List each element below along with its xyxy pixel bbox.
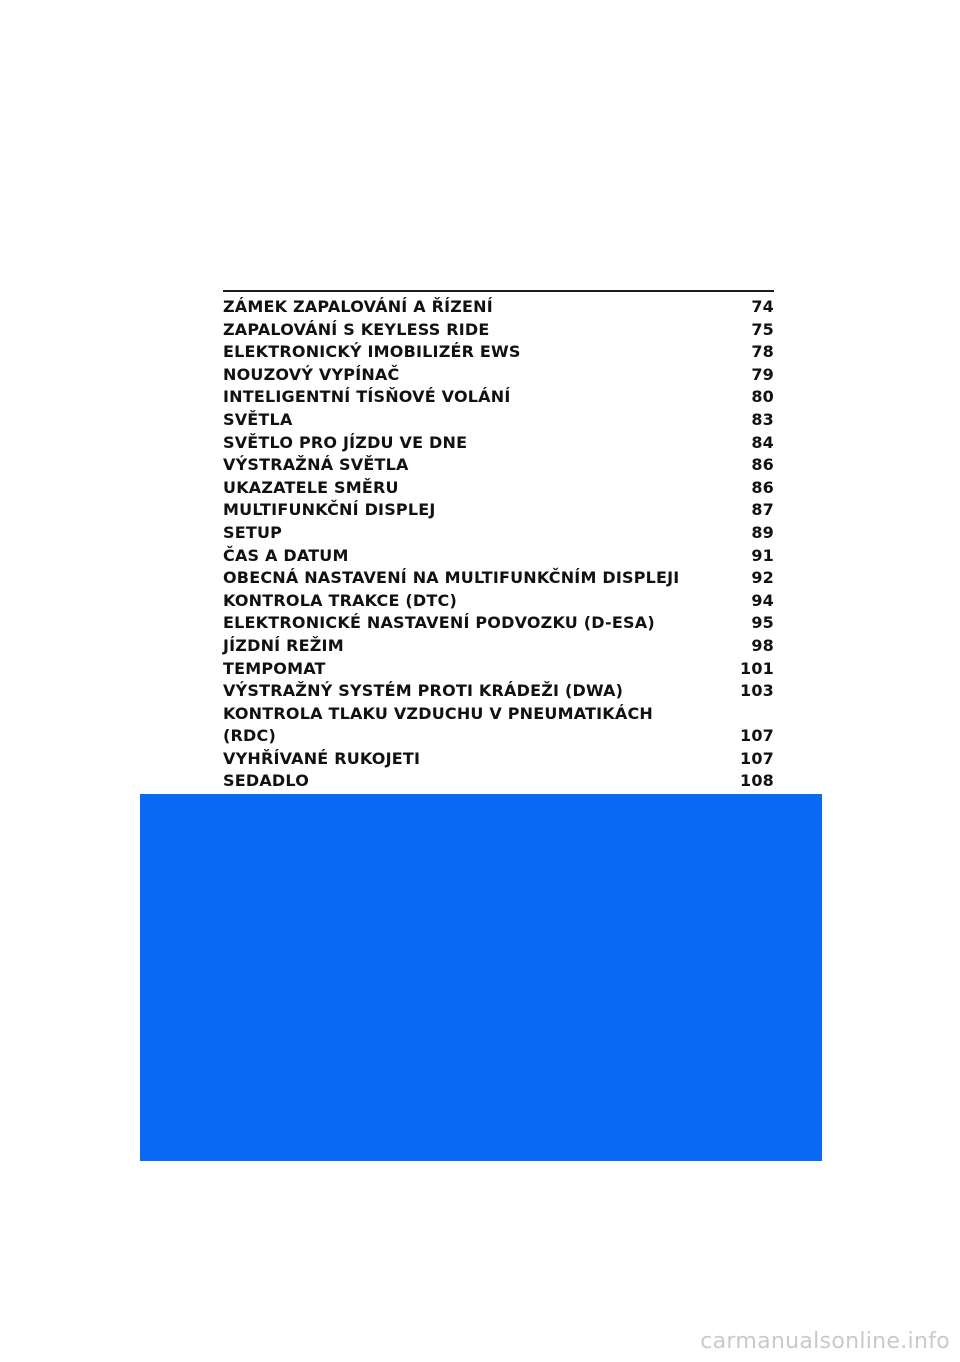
toc-entry[interactable] bbox=[223, 296, 774, 319]
toc-entry-title: KONTROLA TRAKCE (DTC) bbox=[223, 590, 457, 610]
toc-entry-page: 101 bbox=[740, 658, 774, 678]
toc-entry[interactable] bbox=[223, 454, 774, 477]
toc-entry-title: UKAZATELE SMĚRU bbox=[223, 477, 399, 497]
toc-entry[interactable] bbox=[223, 432, 774, 455]
toc-entry-title: TEMPOMAT bbox=[223, 658, 326, 678]
toc-entry-title: MULTIFUNKČNÍ DISPLEJ bbox=[223, 500, 436, 520]
toc-entry[interactable] bbox=[223, 545, 774, 568]
toc-entry[interactable] bbox=[223, 522, 774, 545]
toc-entry-page: 92 bbox=[751, 568, 774, 588]
toc-entry-page: 87 bbox=[751, 500, 774, 520]
toc-entry-title: INTELIGENTNÍ TÍSŇOVÉ VOLÁNÍ bbox=[223, 387, 511, 407]
toc-entry-page: 74 bbox=[751, 297, 774, 316]
toc-entry-page: 98 bbox=[751, 635, 774, 655]
watermark: carmanualsonline.info bbox=[700, 1329, 950, 1354]
toc-entry-page: 86 bbox=[751, 455, 774, 475]
toc-entry[interactable] bbox=[223, 748, 774, 771]
toc-entry[interactable] bbox=[223, 386, 774, 409]
toc-entry-page: 103 bbox=[740, 681, 774, 701]
toc-entry[interactable] bbox=[223, 612, 774, 635]
toc-entry-page: 95 bbox=[751, 613, 774, 633]
toc-entry[interactable] bbox=[223, 680, 774, 703]
toc-entry-page: 94 bbox=[751, 590, 774, 610]
toc-entry[interactable] bbox=[223, 635, 774, 658]
toc-entry-page: 89 bbox=[751, 522, 774, 542]
toc-entry-title: ZAPALOVÁNÍ S KEYLESS RIDE bbox=[223, 319, 490, 339]
toc-entry-page: 84 bbox=[751, 432, 774, 452]
toc-entry-page: 83 bbox=[751, 409, 774, 429]
toc-entry-title: OBECNÁ NASTAVENÍ NA MULTIFUNKČNÍM DISPLEJI bbox=[223, 568, 680, 588]
toc-entry[interactable] bbox=[223, 499, 774, 522]
toc-entry[interactable] bbox=[223, 477, 774, 500]
toc-entry-title: VYHŘÍVANÉ RUKOJETI bbox=[223, 748, 421, 768]
table-of-contents bbox=[223, 290, 774, 793]
blue-color-panel bbox=[140, 794, 822, 1161]
toc-entry[interactable] bbox=[223, 409, 774, 432]
toc-entry[interactable] bbox=[223, 703, 774, 748]
toc-entry[interactable] bbox=[223, 590, 774, 613]
toc-entry-title: SVĚTLA bbox=[223, 409, 293, 429]
toc-entry-page: 80 bbox=[751, 387, 774, 407]
toc-entry[interactable] bbox=[223, 567, 774, 590]
toc-entry-page: 79 bbox=[751, 364, 774, 384]
toc-entry-title: ELEKTRONICKÉ NASTAVENÍ PODVOZKU (D-ESA) bbox=[223, 613, 655, 633]
toc-entry[interactable] bbox=[223, 341, 774, 364]
toc-entry-title: ELEKTRONICKÝ IMOBILIZÉR EWS bbox=[223, 342, 521, 362]
toc-entry-title: SEDADLO bbox=[223, 771, 310, 791]
toc-entry-page: 78 bbox=[751, 342, 774, 362]
toc-entry[interactable] bbox=[223, 364, 774, 387]
toc-entry-page: 91 bbox=[751, 545, 774, 565]
toc-entry-title: ZÁMEK ZAPALOVÁNÍ A ŘÍZENÍ bbox=[223, 297, 493, 316]
toc-entry-title: NOUZOVÝ VYPÍNAČ bbox=[223, 364, 400, 384]
toc-entry-page: 107 bbox=[740, 748, 774, 768]
toc-entry-title: VÝSTRAŽNÝ SYSTÉM PROTI KRÁDEŽI (DWA) bbox=[223, 681, 624, 701]
toc-entry-page: 108 bbox=[740, 771, 774, 791]
toc-entry-title: KONTROLA TLAKU VZDUCHU V PNEUMATIKÁCH (RDC) bbox=[223, 703, 654, 746]
toc-entry-page: 86 bbox=[751, 477, 774, 497]
toc-entry-page: 75 bbox=[751, 319, 774, 339]
toc-entry-title: JÍZDNÍ REŽIM bbox=[223, 635, 344, 655]
toc-entry[interactable] bbox=[223, 658, 774, 681]
toc-entry[interactable] bbox=[223, 770, 774, 793]
toc-entry-page: 107 bbox=[740, 726, 774, 746]
toc-entry-title: VÝSTRAŽNÁ SVĚTLA bbox=[223, 455, 409, 475]
toc-entry-title: SVĚTLO PRO JÍZDU VE DNE bbox=[223, 432, 468, 452]
toc-entry[interactable] bbox=[223, 319, 774, 342]
toc-entry-title: ČAS A DATUM bbox=[223, 545, 349, 565]
toc-entry-title: SETUP bbox=[223, 522, 283, 542]
